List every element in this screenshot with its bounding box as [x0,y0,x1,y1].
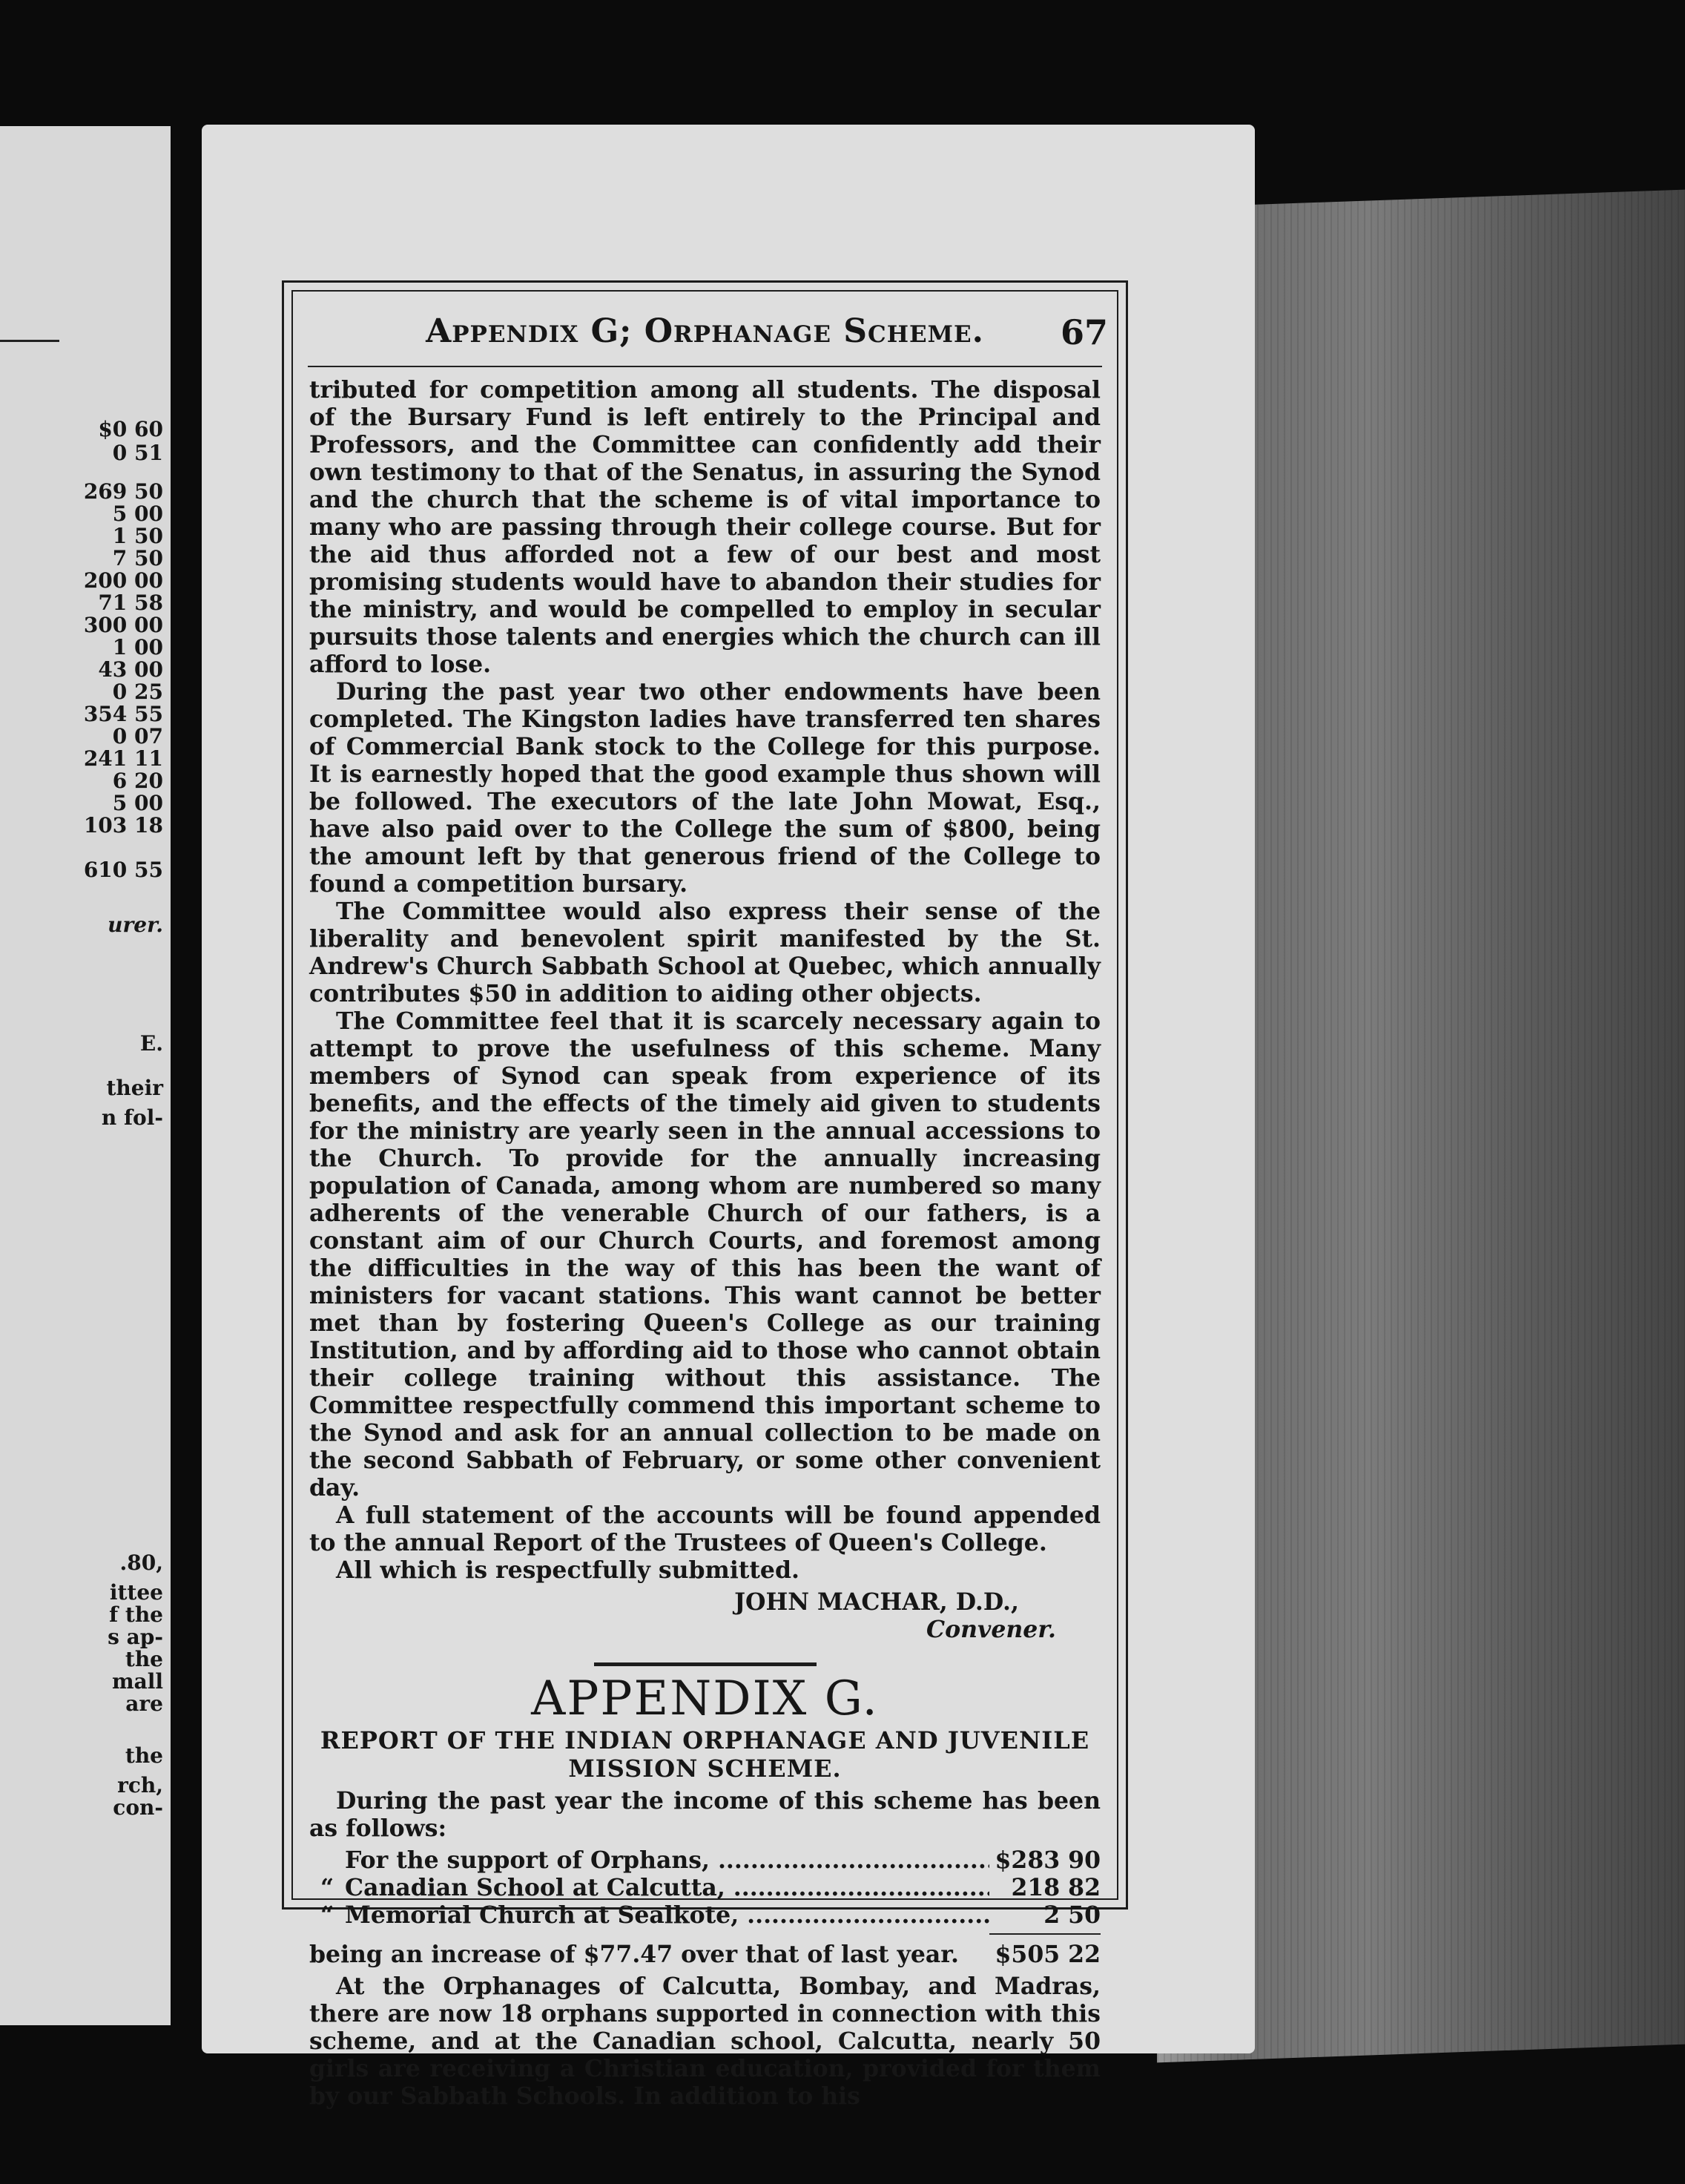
facing-page-line: are [125,1691,163,1716]
appendix-title: APPENDIX G. [531,1671,879,1726]
report-title: REPORT OF THE INDIAN ORPHANAGE AND JUVENILE MISSION SCHEME. [320,1726,1090,1783]
ditto-mark: “ [320,1901,334,1929]
paragraph: The Committee feel that it is scarcely necessary again to attempt to prove the usefulness of this scheme. Many members of Synod can speak from experience of its benefits, and the effects of the timely aid given to students for the ministry are yearly seen in the annual accessions to the Church. To provide for the annually increasing population of Canada, among whom are numbered so many adherents of the venerable Church of our fathers, is a constant aim of our Church Courts, and foremost among the difficulties in the way of this has been the want of ministers for vacant stations. This want cannot be better met than by fostering Queen's College as our training Institution, and by affording aid to those who cannot obtain their college training without this assistance. The Committee respectfully commend this important scheme to the Synod and ask for an annual collection to be made on the second Sabbath of February, or some other convenient day. [309,1007,1101,1502]
facing-page-line: con- [113,1795,163,1820]
ditto-mark: “ [320,1874,334,1901]
facing-page-line: f the [109,1602,163,1627]
account-row [309,1874,1101,1901]
facing-page-line: 354 55 [83,702,163,726]
book-page [202,125,1255,2110]
running-head [293,312,1117,364]
account-row [309,1846,1101,1874]
account-row [309,1901,1101,1929]
paragraph: tributed for competition among all students. The disposal of the Bursary Fund is left entirely to the Principal and Professors, and the Committee can confidently add their own testimony to that of the Senatus, in assuring the Synod and the church that the scheme is of vital importance to many who are passing through their college course. But for the aid thus afforded not a few of our best and most promising students would have to abandon their studies for the ministry, and would be compelled to employ in secular pursuits those talents and energies which the church can ill afford to lose. [309,376,1101,678]
income-accounts [309,1846,1101,1968]
facing-page-line: the [125,1647,163,1671]
facing-page-line: n fol- [101,1105,163,1130]
signature-name: JOHN MACHAR, D.D., [734,1588,1019,1616]
facing-page-line: 200 00 [83,568,163,593]
facing-page-line: mall [111,1669,163,1694]
facing-page-line: .80, [119,1550,163,1575]
facing-page-line: 103 18 [83,813,163,838]
page-border [282,280,1128,2110]
facing-page-rule [0,340,59,342]
account-label: Memorial Church at Sealkote, [345,1901,739,1929]
facing-page-line: 5 00 [112,791,163,815]
page-content [291,290,1118,2110]
facing-page-line: 0 07 [112,724,163,749]
page-number: 67 [1060,312,1108,352]
header-rule [308,366,1102,367]
facing-page-line: 610 55 [83,858,163,882]
facing-page-line: 0 51 [112,441,163,465]
paragraph: All which is respectfully submitted. [336,1556,799,1584]
facing-page-line: s ap- [108,1625,163,1649]
facing-page-line: $0 60 [98,417,163,441]
facing-page-line: 71 58 [98,591,163,615]
section-divider [594,1662,817,1666]
facing-page-left [0,126,171,2025]
facing-page-line: their [106,1076,163,1100]
total-note: being an increase of $77.47 over that of last year. [309,1941,959,1968]
facing-page-line: ittee [109,1580,163,1605]
facing-page-line: 1 50 [112,524,163,548]
account-label: Canadian School at Calcutta, [345,1874,725,1901]
facing-page-line: 6 20 [112,769,163,793]
facing-page-line: 241 11 [83,746,163,771]
facing-page-line: 0 25 [112,680,163,704]
running-title: Appendix G; Orphanage Scheme. [426,312,984,350]
facing-page-line: the [125,1743,163,1768]
facing-page-line: 7 50 [112,546,163,570]
facing-page-line: 269 50 [83,479,163,504]
sum-rule [989,1933,1101,1935]
signature-office: Convener. [926,1616,1056,1643]
facing-page-line: 1 00 [112,635,163,660]
account-amount: $283 90 [995,1846,1101,1874]
account-amount: 218 82 [1011,1874,1101,1901]
total-row [309,1941,1101,1968]
facing-page-line: urer. [108,912,163,937]
income-intro: During the past year the income of this scheme has been as follows: [309,1787,1101,1842]
facing-page-line: 43 00 [98,657,163,682]
paragraph: The Committee would also express their sense of the liberality and benevolent spirit manifested by the St. Andrew's Church Sabbath School at Quebec, which annually contributes $50 in addition to aiding other objects. [309,898,1101,1007]
body-text [309,376,1101,2110]
paragraph: At the Orphanages of Calcutta, Bombay, and Madras, there are now 18 orphans supported in connection with this scheme, and at the Canadian school, Calcutta, nearly 50 girls are receiving a Christian education, provided for them by our Sabbath Schools. In addition to his [309,1973,1101,2110]
facing-page-line: 300 00 [83,613,163,637]
facing-page-line: E. [139,1031,163,1056]
account-amount: 2 50 [1043,1901,1101,1929]
facing-page-line: 5 00 [112,501,163,526]
signature [309,1588,1101,1643]
paragraph: During the past year two other endowments have been completed. The Kingston ladies have transferred ten shares of Commercial Bank stock to the College for this purpose. It is earnestly hoped that the good example thus shown will be followed. The executors of the late John Mowat, Esq., have also paid over to the College the sum of $800, being the amount left by that generous friend of the College to found a competition bursary. [309,678,1101,898]
total-amount: $505 22 [995,1941,1101,1968]
account-label: For the support of Orphans, [345,1846,710,1874]
paragraph: A full statement of the accounts will be found appended to the annual Report of the Trustees of Queen's College. [309,1502,1101,1556]
facing-page-line: rch, [117,1773,163,1797]
